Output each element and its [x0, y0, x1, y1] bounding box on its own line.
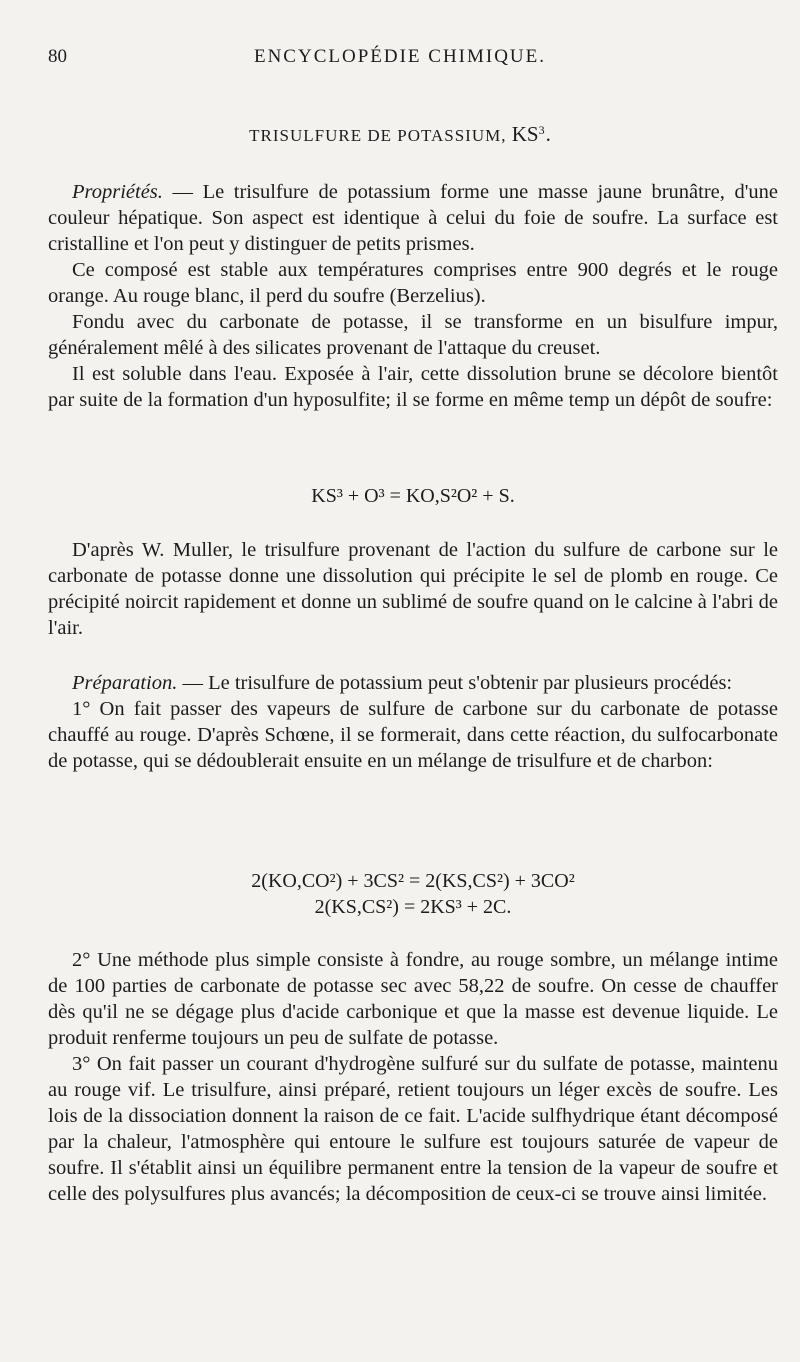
properties-paragraph-5: D'après W. Muller, le trisulfure provenant de l'action du sulfure de carbone sur le carbonate de potasse donne une dissolution qui précipite le sel de plomb en rouge. Ce précipité noircit rapidement et donne un sublimé de soufre quand on le calcine à l'abri de l'air. [48, 539, 778, 639]
running-header [48, 46, 752, 70]
preparation-method-3: 3° On fait passer un courant d'hydrogène sulfuré sur du sulfate de potasse, maintenu au rouge vif. Le trisulfure, ainsi préparé, retient toujours un léger excès de soufre. Les lois de la dissociation donnent la raison de ce fait. L'acide sulfhydrique étant décomposé par la chaleur, l'atmosphère qui entoure le sulfure est toujours saturée de vapeur de soufre. Il s'établit ainsi un équilibre permanent entre la tension de la vapeur de soufre et celle des polysulfures plus avancés; la décomposition de ceux-ci se trouve ainsi limitée. [48, 1053, 778, 1205]
equation-block-1 [48, 483, 778, 509]
muller-section [48, 537, 778, 641]
preparation-section [48, 670, 778, 774]
preparation-intro [48, 670, 778, 696]
equation-2: 2(KO,CO²) + 3CS² = 2(KS,CS²) + 3CO² [251, 870, 575, 892]
properties-paragraph-4: Il est soluble dans l'eau. Exposée à l'air, cette dissolution brune se décolore bientôt par suite de la formation d'un hyposulfite; il se forme en même temp un dépôt de soufre: [48, 363, 778, 411]
preparation-method-2: 2° Une méthode plus simple consiste à fondre, au rouge sombre, un mélange intime de 100 parties de carbonate de potasse sec avec 58,22 de soufre. On cesse de chauffer dès qu'il ne se dégage plus d'acide carbonique et que la masse est devenue liquide. Le produit renferme toujours un peu de sulfate de potasse. [48, 949, 778, 1049]
page-number: 80 [48, 46, 67, 67]
running-title: ENCYCLOPÉDIE CHIMIQUE. [253, 46, 547, 67]
preparation-intro-text: — Le trisulfure de potassium peut s'obtenir par plusieurs procédés: [177, 672, 733, 694]
properties-paragraph-1 [48, 179, 778, 257]
properties-paragraph-3: Fondu avec du carbonate de potasse, il se transforme en un bisulfure impur, généralement mêlé à des silicates provenant de l'attaque du creuset. [48, 311, 778, 359]
properties-section [48, 179, 778, 413]
properties-heading: Propriétés. [72, 181, 163, 203]
section-title-end: . [545, 122, 551, 146]
properties-paragraph-1-text: — Le trisulfure de potassium forme une masse jaune brunâtre, d'une couleur hépatique. Son aspect est identique à celui du foie de soufre. La surface est cristalline et l'on peut y distinguer de petits prismes. [48, 181, 778, 255]
preparation-method-1: 1° On fait passer des vapeurs de sulfure de carbone sur du carbonate de potasse chauffé au rouge. D'après Schœne, il se formerait, dans cette réaction, du sulfocarbonate de potasse, qui se dédoublerait ensuite en un mélange de trisulfure et de charbon: [48, 698, 778, 772]
section-title-formula-sup: 3 [538, 123, 546, 137]
properties-paragraph-2: Ce composé est stable aux températures comprises entre 900 degrés et le rouge orange. Au rouge blanc, il perd du soufre (Berzelius). [48, 259, 778, 307]
equation-3: 2(KS,CS²) = 2KS³ + 2C. [314, 896, 512, 918]
section-title-formula: KS [511, 122, 539, 146]
equation-block-2 [48, 868, 778, 920]
section-title-text: TRISULFURE DE POTASSIUM, [249, 126, 507, 145]
preparation-methods [48, 947, 778, 1207]
preparation-heading: Préparation. [72, 672, 178, 694]
section-title [0, 122, 800, 147]
equation-1: KS³ + O³ = KO,S²O² + S. [311, 485, 515, 507]
